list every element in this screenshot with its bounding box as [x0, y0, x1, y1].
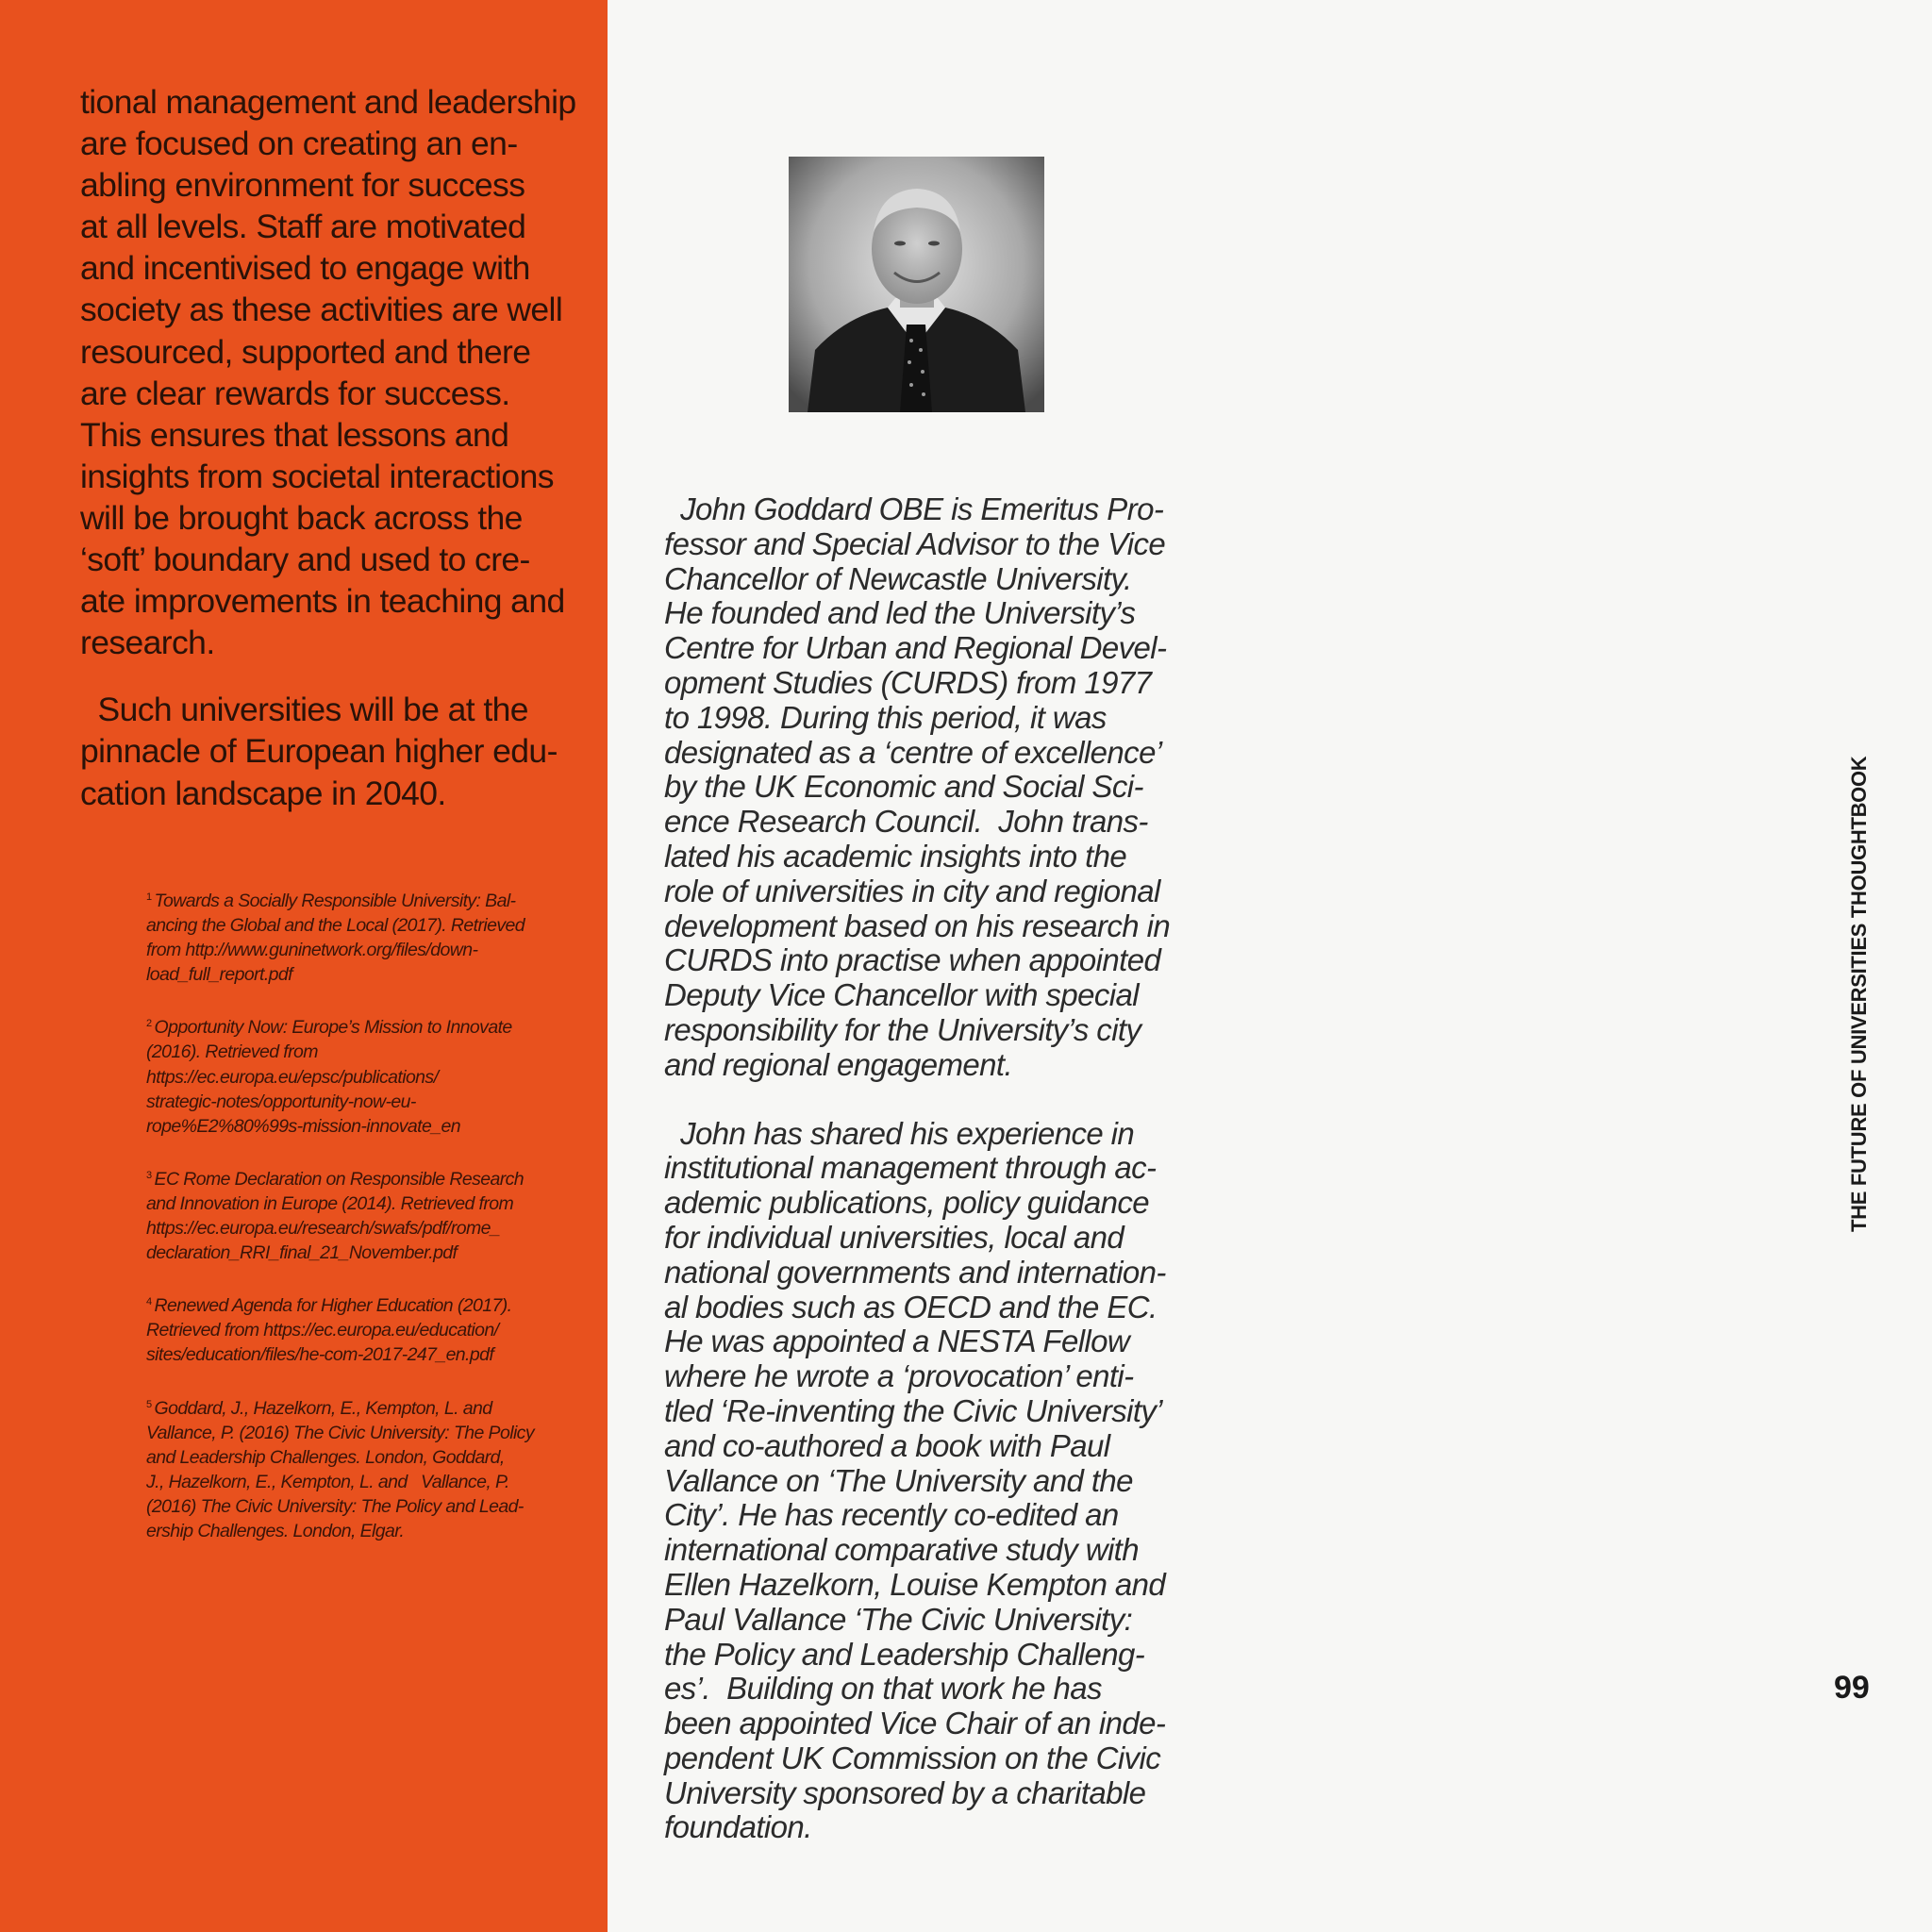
- bio-line: national governments and internation-: [664, 1254, 1166, 1290]
- main-body-text: [80, 81, 608, 814]
- footnote-number: 1: [146, 891, 152, 903]
- bio-line: responsibility for the University’s city: [664, 1011, 1141, 1047]
- bio-line: to 1998. During this period, it was: [664, 699, 1107, 735]
- page-number: 99: [1834, 1670, 1870, 1706]
- bio-line: and co-authored a book with Paul: [664, 1427, 1110, 1463]
- bio-paragraph-2: [664, 1117, 1192, 1846]
- bio-line: Deputy Vice Chancellor with special: [664, 977, 1139, 1013]
- footnote-line: [146, 885, 580, 913]
- footnote-line: sites/education/files/he-com-2017-247_en.pdf: [146, 1344, 494, 1366]
- bio-line: for individual universities, local and: [664, 1219, 1124, 1255]
- bio-line: and regional engagement.: [664, 1046, 1013, 1082]
- footnote-text: Goddard, J., Hazelkorn, E., Kempton, L. and: [154, 1397, 492, 1419]
- portrait-photo: [789, 157, 1044, 412]
- bio-line: designated as a ‘centre of excellence’: [664, 734, 1162, 770]
- footnote-line: https://ec.europa.eu/epsc/publications/: [146, 1066, 439, 1088]
- bio-line: Chancellor of Newcastle University.: [664, 560, 1132, 596]
- bio-line: lated his academic insights into the: [664, 838, 1127, 874]
- text-line: pinnacle of European higher edu-: [80, 732, 558, 771]
- text-line: ‘soft’ boundary and used to cre-: [80, 541, 530, 579]
- bio-line: international comparative study with: [664, 1532, 1140, 1568]
- footnote-line: declaration_RRI_final_21_November.pdf: [146, 1242, 458, 1264]
- paragraph-spacer: [664, 1083, 1192, 1117]
- text-line: at all levels. Staff are motivated: [80, 208, 526, 246]
- bio-line: role of universities in city and regional: [664, 873, 1160, 908]
- footnote-1: [146, 885, 580, 987]
- bio-line: the Policy and Leadership Challeng-: [664, 1636, 1145, 1672]
- footnote-line: [146, 1392, 580, 1421]
- bio-line: CURDS into practise when appointed: [664, 942, 1161, 978]
- footnote-line: [146, 1011, 580, 1040]
- text-line: and incentivised to engage with: [80, 249, 530, 288]
- footnote-line: and Innovation in Europe (2014). Retrieved from: [146, 1192, 514, 1214]
- bio-line: institutional management through ac-: [664, 1150, 1157, 1186]
- footnote-number: 5: [146, 1398, 152, 1410]
- footnote-line: rope%E2%80%99s-mission-innovate_en: [146, 1115, 460, 1137]
- text-line: Such universities will be at the: [80, 691, 528, 729]
- text-line: will be brought back across the: [80, 498, 523, 537]
- footnote-number: 2: [146, 1018, 152, 1030]
- bio-line: fessor and Special Advisor to the Vice: [664, 525, 1166, 561]
- bio-line: foundation.: [664, 1809, 812, 1845]
- footnotes: [146, 885, 580, 1568]
- bio-line: Vallance on ‘The University and the: [664, 1462, 1133, 1498]
- bio-line: ence Research Council. John trans-: [664, 804, 1148, 840]
- footnote-line: [146, 1290, 580, 1318]
- bio-paragraph-1: [664, 492, 1192, 1083]
- bio-line: pendent UK Commission on the Civic: [664, 1740, 1161, 1775]
- text-line: are focused on creating an en-: [80, 125, 518, 163]
- running-title: THE FUTURE OF UNIVERSITIES THOUGHTBOOK: [1847, 756, 1871, 1232]
- footnote-text: Towards a Socially Responsible University: Bal-: [154, 891, 516, 911]
- orange-side-panel: [0, 0, 608, 1932]
- text-line: abling environment for success: [80, 166, 525, 205]
- footnote-line: [146, 1163, 580, 1191]
- footnote-number: 3: [146, 1169, 152, 1181]
- bio-line: ademic publications, policy guidance: [664, 1185, 1150, 1221]
- text-line: insights from societal interactions: [80, 457, 554, 495]
- text-line: are clear rewards for success.: [80, 374, 510, 412]
- bio-line: by the UK Economic and Social Sci-: [664, 769, 1143, 805]
- footnote-line: https://ec.europa.eu/research/swafs/pdf/rome_: [146, 1218, 501, 1240]
- bio-line: opment Studies (CURDS) from 1977: [664, 664, 1152, 700]
- footnote-5: [146, 1392, 580, 1544]
- footnote-4: [146, 1290, 580, 1367]
- text-line: resourced, supported and there: [80, 332, 531, 371]
- bio-line: John has shared his experience in: [664, 1115, 1135, 1151]
- footnote-line: ancing the Global and the Local (2017). Retrieved: [146, 915, 525, 937]
- footnote-line: J., Hazelkorn, E., Kempton, L. and Vallance, P.: [146, 1471, 509, 1492]
- paragraph-spacer: [80, 663, 608, 689]
- footnote-line: load_full_report.pdf: [146, 964, 292, 986]
- author-bio: [664, 492, 1192, 1845]
- footnote-line: Vallance, P. (2016) The Civic University: The Policy: [146, 1422, 534, 1443]
- footnote-text: Opportunity Now: Europe’s Mission to Innovate: [154, 1017, 512, 1039]
- bio-line: He was appointed a NESTA Fellow: [664, 1324, 1130, 1359]
- footnote-line: Retrieved from https://ec.europa.eu/education/: [146, 1320, 499, 1341]
- body-paragraph-1: [80, 81, 608, 663]
- text-line: tional management and leadership: [80, 83, 576, 121]
- bio-line: been appointed Vice Chair of an inde-: [664, 1706, 1166, 1741]
- bio-line: es’. Building on that work he has: [664, 1671, 1102, 1707]
- body-paragraph-2: [80, 689, 608, 813]
- footnote-2: [146, 1011, 580, 1138]
- text-line: cation landscape in 2040.: [80, 774, 446, 812]
- bio-line: John Goddard OBE is Emeritus Pro-: [664, 491, 1164, 526]
- text-line: ate improvements in teaching and: [80, 582, 565, 621]
- footnote-text: EC Rome Declaration on Responsible Research: [154, 1168, 525, 1190]
- footnote-line: and Leadership Challenges. London, Goddard,: [146, 1446, 505, 1468]
- bio-line: Ellen Hazelkorn, Louise Kempton and: [664, 1566, 1166, 1602]
- footnote-3: [146, 1163, 580, 1265]
- footnote-number: 4: [146, 1296, 152, 1308]
- footnote-text: Renewed Agenda for Higher Education (2017).: [154, 1295, 512, 1317]
- text-line: This ensures that lessons and: [80, 415, 509, 454]
- text-line: research.: [80, 624, 215, 662]
- footnote-line: ership Challenges. London, Elgar.: [146, 1520, 405, 1541]
- footnote-line: from http://www.guninetwork.org/files/down-: [146, 940, 478, 961]
- bio-line: University sponsored by a charitable: [664, 1774, 1146, 1810]
- footnote-line: (2016). Retrieved from: [146, 1041, 318, 1063]
- footnote-line: (2016) The Civic University: The Policy and Lead-: [146, 1495, 524, 1517]
- bio-line: City’. He has recently co-edited an: [664, 1497, 1119, 1533]
- bio-line: al bodies such as OECD and the EC.: [664, 1289, 1158, 1324]
- bio-line: where he wrote a ‘provocation’ enti-: [664, 1358, 1134, 1394]
- bio-line: Centre for Urban and Regional Devel-: [664, 630, 1167, 666]
- bio-line: Paul Vallance ‘The Civic University:: [664, 1601, 1133, 1637]
- footnote-line: strategic-notes/opportunity-now-eu-: [146, 1091, 416, 1112]
- bio-line: He founded and led the University’s: [664, 595, 1136, 631]
- text-line: society as these activities are well: [80, 291, 563, 329]
- bio-line: development based on his research in: [664, 908, 1171, 943]
- bio-line: tled ‘Re-inventing the Civic University’: [664, 1392, 1163, 1428]
